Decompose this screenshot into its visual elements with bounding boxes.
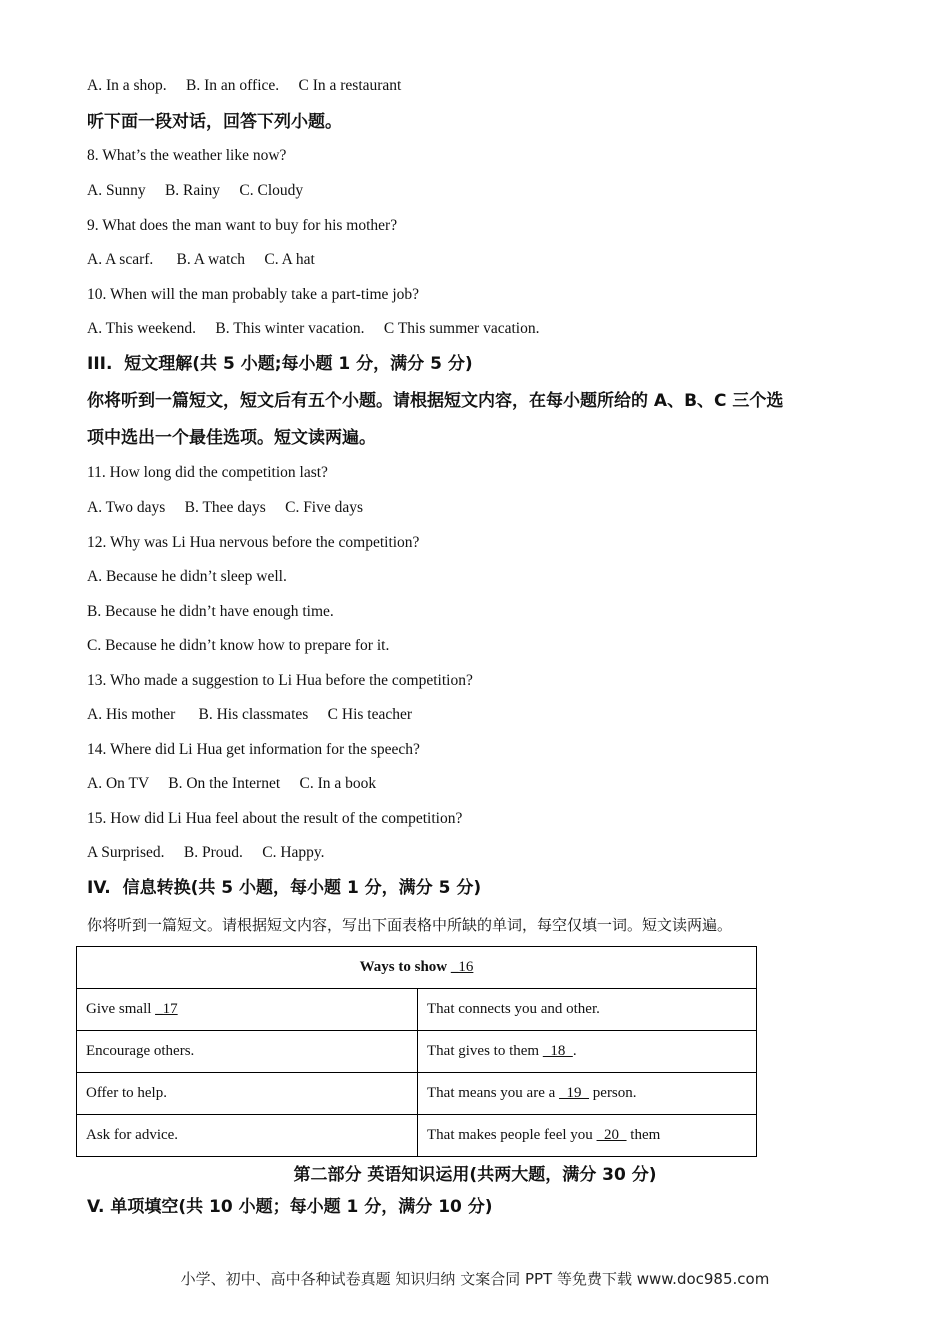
blank-17: _17 [155, 1001, 178, 1017]
section-5-title: V. 单项填空(共 10 小题；每小题 1 分，满分 10 分) [87, 1197, 493, 1217]
table-row [77, 989, 757, 1031]
table-row [77, 1073, 757, 1115]
part-2-title: 第二部分 英语知识运用(共两大题，满分 30 分) [293, 1165, 657, 1185]
cell-text: Ask for advice. [86, 1127, 179, 1143]
cell-text: Offer to help. [86, 1085, 167, 1101]
question-10-options: A. This weekend. B. This winter vacation. C This summer vacation. [87, 320, 540, 337]
question-8-options: A. Sunny B. Rainy C. Cloudy [87, 182, 304, 199]
table-header-cell [77, 947, 757, 989]
question-12-option-b: B. Because he didn’t have enough time. [87, 603, 334, 620]
table-cell-left [77, 1031, 418, 1073]
cell-text: That connects you and other. [427, 1001, 600, 1017]
section-3-title: III. 短文理解(共 5 小题;每小题 1 分，满分 5 分) [87, 354, 473, 374]
cell-text: Encourage others. [86, 1043, 195, 1059]
table-cell-right [418, 1115, 757, 1157]
question-12-option-a: A. Because he didn’t sleep well. [87, 568, 287, 585]
table-cell-right [418, 1031, 757, 1073]
section-4-instruction: 你将听到一篇短文。请根据短文内容，写出下面表格中所缺的单词，每空仅填一词。短文读两遍。 [87, 916, 733, 934]
q7-options: A. In a shop. B. In an office. C In a restaurant [87, 77, 402, 94]
question-10: 10. When will the man probably take a part-time job? [87, 286, 420, 303]
table-cell-left [77, 1073, 418, 1115]
question-9-options: A. A scarf. B. A watch C. A hat [87, 251, 315, 268]
cell-text: That gives to them [427, 1043, 543, 1059]
cell-text: them [626, 1127, 661, 1143]
cell-text: That means you are a [427, 1085, 560, 1101]
table-header-text: Ways to show [359, 959, 451, 975]
table-cell-right [418, 989, 757, 1031]
dialogue-instruction: 听下面一段对话，回答下列小题。 [87, 112, 342, 132]
table-row [77, 1115, 757, 1157]
question-11-options: A. Two days B. Thee days C. Five days [87, 499, 364, 516]
question-11: 11. How long did the competition last? [87, 464, 328, 481]
blank-18: 18 [542, 1043, 573, 1059]
table-row [77, 1031, 757, 1073]
table-header-row [77, 947, 757, 989]
cell-text: person. [589, 1085, 637, 1101]
footer-text: 小学、初中、高中各种试卷真题 知识归纳 文案合同 PPT 等免费下载 www.doc985.com [180, 1270, 770, 1288]
question-13: 13. Who made a suggestion to Li Hua before the competition? [87, 672, 473, 689]
question-12: 12. Why was Li Hua nervous before the competition? [87, 534, 420, 551]
cell-text: . [572, 1043, 577, 1059]
question-14: 14. Where did Li Hua get information for the speech? [87, 741, 420, 758]
table-cell-right [418, 1073, 757, 1115]
question-14-options: A. On TV B. On the Internet C. In a book [87, 775, 377, 792]
info-transfer-table [76, 946, 757, 1157]
cell-text: That makes people feel you [427, 1127, 597, 1143]
table-cell-left [77, 989, 418, 1031]
table-cell-left [77, 1115, 418, 1157]
cell-text: Give small [86, 1001, 156, 1017]
blank-19: 19 [559, 1085, 590, 1101]
section-4-title: IV. 信息转换(共 5 小题，每小题 1 分，满分 5 分) [87, 878, 482, 898]
question-13-options: A. His mother B. His classmates C His teacher [87, 706, 413, 723]
question-12-option-c: C. Because he didn’t know how to prepare for it. [87, 637, 390, 654]
blank-16: _16 [450, 959, 474, 975]
question-8: 8. What’s the weather like now? [87, 147, 287, 164]
section-3-instruction-line-1: 你将听到一篇短文，短文后有五个小题。请根据短文内容，在每小题所给的 A、B、C 三个选 [87, 391, 784, 411]
blank-20: 20 [596, 1127, 627, 1143]
section-3-instruction-line-2: 项中选出一个最佳选项。短文读两遍。 [87, 428, 376, 448]
question-9: 9. What does the man want to buy for his mother? [87, 217, 398, 234]
question-15-options: A Surprised. B. Proud. C. Happy. [87, 844, 325, 861]
question-15: 15. How did Li Hua feel about the result of the competition? [87, 810, 463, 827]
